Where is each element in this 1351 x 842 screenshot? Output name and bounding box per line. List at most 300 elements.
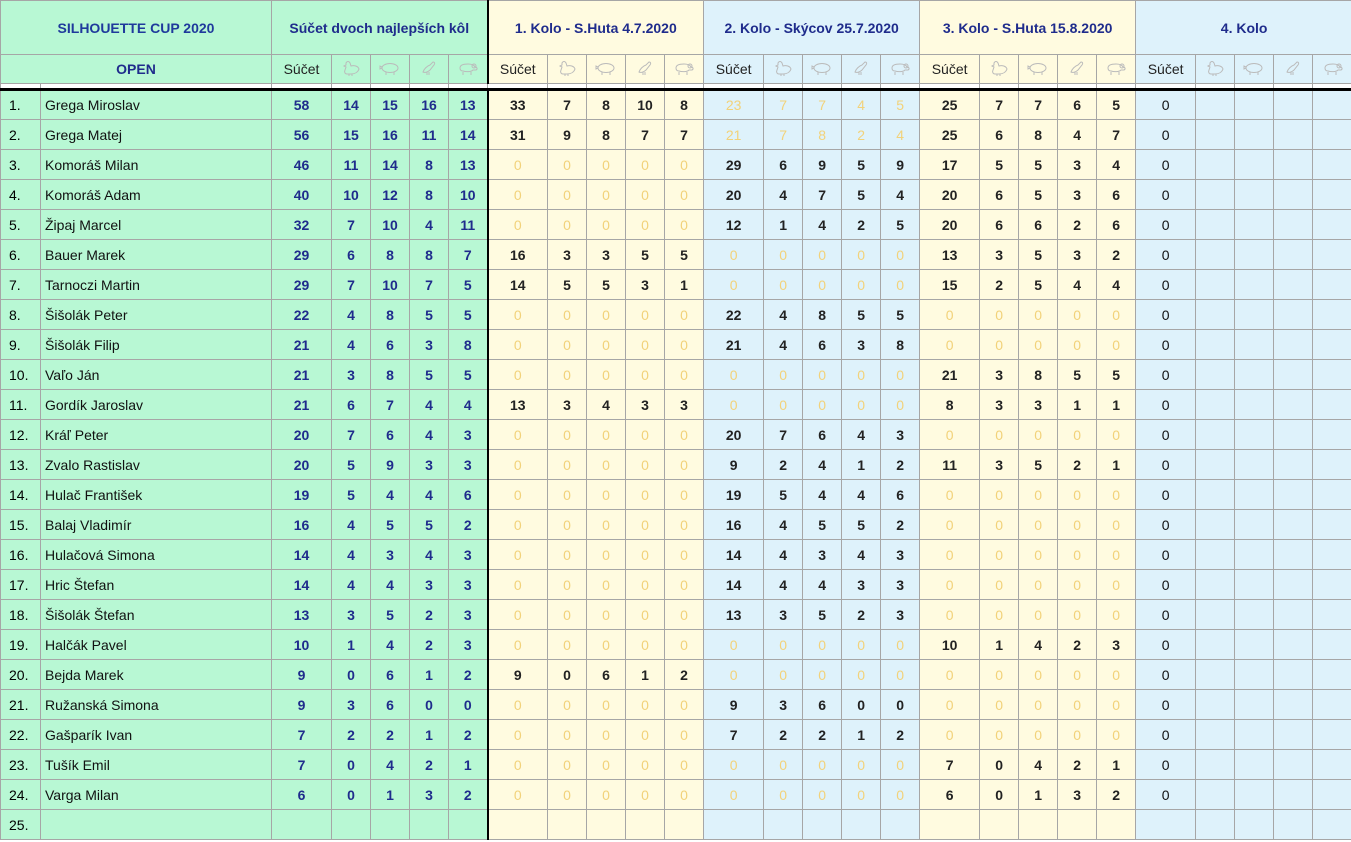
best-score-cell: 5 (332, 450, 371, 480)
round-score-cell: 3 (881, 570, 920, 600)
round-score-cell: 0 (1058, 720, 1097, 750)
best-score-cell: 3 (332, 360, 371, 390)
round-score-cell: 0 (980, 570, 1019, 600)
round-total-cell: 0 (488, 360, 548, 390)
best-score-cell: 7 (332, 270, 371, 300)
round-score-cell: 0 (626, 300, 665, 330)
round-score-cell: 0 (548, 150, 587, 180)
round-score-cell (1274, 660, 1313, 690)
round-total-cell: 0 (1136, 210, 1196, 240)
round-score-cell: 8 (1019, 360, 1058, 390)
round-score-cell: 0 (665, 630, 704, 660)
round-score-cell: 0 (665, 690, 704, 720)
round-total-cell: 0 (704, 390, 764, 420)
round-total-cell: 0 (488, 630, 548, 660)
round-score-cell: 5 (1097, 360, 1136, 390)
round-score-cell: 0 (1097, 660, 1136, 690)
best-score-cell: 4 (332, 540, 371, 570)
round-score-cell: 5 (1019, 150, 1058, 180)
best-score-cell: 5 (449, 270, 488, 300)
competitor-name: Grega Matej (41, 120, 272, 150)
round-total-cell: 11 (920, 450, 980, 480)
rank-cell: 3. (1, 150, 41, 180)
round-score-cell: 0 (764, 240, 803, 270)
table-row (1, 570, 1351, 600)
best-score-cell: 8 (410, 240, 449, 270)
round-score-cell: 4 (1058, 120, 1097, 150)
best-score-cell (332, 810, 371, 840)
round-score-cell: 0 (1058, 600, 1097, 630)
round-total-cell: 20 (920, 210, 980, 240)
round-total-cell: 16 (488, 240, 548, 270)
round-score-cell: 3 (764, 600, 803, 630)
round-total-cell: 0 (1136, 780, 1196, 810)
table-row (1, 480, 1351, 510)
round-score-cell: 0 (626, 480, 665, 510)
round-score-cell: 0 (842, 390, 881, 420)
best-total-cell: 58 (272, 90, 332, 120)
round-score-cell: 7 (764, 420, 803, 450)
round-score-cell: 0 (842, 750, 881, 780)
round-score-cell: 0 (842, 270, 881, 300)
round-total-cell: 0 (1136, 630, 1196, 660)
round-2-header: 2. Kolo - Skýcov 25.7.2020 (704, 1, 920, 55)
round-score-cell: 0 (626, 450, 665, 480)
round-score-cell: 0 (842, 690, 881, 720)
round-score-cell (1274, 450, 1313, 480)
round-score-cell: 0 (1019, 690, 1058, 720)
round-total-cell: 14 (704, 540, 764, 570)
round-score-cell: 0 (881, 780, 920, 810)
round-total-cell: 0 (704, 750, 764, 780)
round-score-cell: 5 (842, 180, 881, 210)
best-score-cell: 13 (449, 150, 488, 180)
round-score-cell: 3 (842, 330, 881, 360)
round-score-cell: 2 (842, 600, 881, 630)
round-score-cell: 0 (665, 750, 704, 780)
best-score-cell: 0 (449, 690, 488, 720)
round-total-cell: 0 (488, 720, 548, 750)
round-score-cell: 0 (980, 690, 1019, 720)
round-score-cell (1274, 300, 1313, 330)
rank-cell: 2. (1, 120, 41, 150)
round-score-cell (1196, 150, 1235, 180)
round-score-cell: 0 (548, 780, 587, 810)
round-score-cell (1235, 810, 1274, 840)
best-score-cell: 2 (410, 750, 449, 780)
round-score-cell: 2 (1097, 780, 1136, 810)
best-score-cell: 2 (410, 630, 449, 660)
round-score-cell: 0 (665, 720, 704, 750)
round-score-cell: 2 (665, 660, 704, 690)
round-total-cell: 15 (920, 270, 980, 300)
best-total-cell: 56 (272, 120, 332, 150)
round-score-cell: 0 (980, 780, 1019, 810)
round-score-cell (1313, 750, 1351, 780)
round-score-cell: 0 (548, 420, 587, 450)
round-total-cell (920, 810, 980, 840)
round-score-cell (1313, 660, 1351, 690)
round-score-cell: 5 (842, 300, 881, 330)
round-score-cell: 0 (548, 600, 587, 630)
round-score-cell: 3 (1058, 780, 1097, 810)
best-score-cell: 4 (449, 390, 488, 420)
round-score-cell: 0 (803, 270, 842, 300)
round-score-cell: 0 (665, 420, 704, 450)
round-score-cell: 1 (1097, 450, 1136, 480)
round-score-cell: 0 (1097, 510, 1136, 540)
round-total-cell: 0 (704, 630, 764, 660)
round-score-cell: 7 (626, 120, 665, 150)
rank-cell: 14. (1, 480, 41, 510)
best-score-cell: 0 (332, 660, 371, 690)
round-score-cell: 0 (1019, 300, 1058, 330)
round-score-cell (1196, 390, 1235, 420)
sum-column-header: Súčet (272, 55, 332, 84)
best-score-cell: 14 (371, 150, 410, 180)
best-score-cell: 3 (332, 600, 371, 630)
ram-icon (881, 55, 920, 84)
round-score-cell: 0 (1019, 660, 1058, 690)
best-score-cell: 4 (332, 300, 371, 330)
round-score-cell: 0 (1097, 570, 1136, 600)
round-score-cell (1274, 240, 1313, 270)
round-score-cell: 2 (1097, 240, 1136, 270)
round-score-cell: 6 (1019, 210, 1058, 240)
round-score-cell: 0 (665, 480, 704, 510)
round-score-cell: 0 (1097, 720, 1136, 750)
best-total-cell: 21 (272, 360, 332, 390)
round-score-cell (1235, 720, 1274, 750)
round-score-cell: 4 (764, 180, 803, 210)
rank-cell: 21. (1, 690, 41, 720)
round-score-cell: 2 (764, 720, 803, 750)
best-score-cell: 10 (449, 180, 488, 210)
round-total-cell: 0 (488, 510, 548, 540)
round-score-cell (1274, 810, 1313, 840)
rank-cell: 22. (1, 720, 41, 750)
round-score-cell (1274, 90, 1313, 120)
round-total-cell: 14 (704, 570, 764, 600)
best-total-cell: 40 (272, 180, 332, 210)
best-total-cell: 6 (272, 780, 332, 810)
table-row (1, 720, 1351, 750)
round-score-cell: 4 (764, 300, 803, 330)
best-total-cell: 19 (272, 480, 332, 510)
round-score-cell: 0 (1019, 540, 1058, 570)
round-score-cell: 2 (764, 450, 803, 480)
round-score-cell: 4 (803, 210, 842, 240)
best-score-cell: 5 (371, 600, 410, 630)
round-total-cell: 0 (1136, 660, 1196, 690)
competitor-name (41, 810, 272, 840)
round-score-cell (1235, 450, 1274, 480)
round-total-cell: 8 (920, 390, 980, 420)
round-score-cell (1274, 480, 1313, 510)
pig-icon (1235, 55, 1274, 84)
round-score-cell: 4 (803, 570, 842, 600)
turkey-icon (1058, 55, 1097, 84)
round-score-cell: 8 (665, 90, 704, 120)
competitor-name: Gašparík Ivan (41, 720, 272, 750)
round-score-cell: 4 (881, 180, 920, 210)
round-total-cell: 22 (704, 300, 764, 330)
round-score-cell: 8 (803, 120, 842, 150)
round-score-cell: 0 (548, 210, 587, 240)
round-score-cell: 1 (842, 450, 881, 480)
best-score-cell: 8 (410, 150, 449, 180)
round-score-cell: 0 (587, 330, 626, 360)
best-score-cell: 8 (371, 240, 410, 270)
round-score-cell: 5 (548, 270, 587, 300)
round-total-cell: 20 (704, 180, 764, 210)
best-score-cell: 4 (332, 570, 371, 600)
round-score-cell: 0 (626, 150, 665, 180)
round-score-cell (1196, 660, 1235, 690)
round-score-cell (1235, 540, 1274, 570)
best-score-cell: 9 (371, 450, 410, 480)
round-score-cell: 0 (1097, 330, 1136, 360)
round-score-cell (1274, 570, 1313, 600)
best-total-cell: 22 (272, 300, 332, 330)
best-score-cell: 13 (449, 90, 488, 120)
cup-title: SILHOUETTE CUP 2020 (1, 1, 272, 55)
round-total-cell: 9 (704, 690, 764, 720)
round-score-cell: 0 (881, 690, 920, 720)
round-total-cell: 0 (1136, 720, 1196, 750)
round-1-header: 1. Kolo - S.Huta 4.7.2020 (488, 1, 704, 55)
best-total-cell: 29 (272, 270, 332, 300)
round-score-cell: 2 (842, 120, 881, 150)
round-score-cell: 5 (803, 600, 842, 630)
round-score-cell: 0 (881, 630, 920, 660)
round-score-cell (1196, 240, 1235, 270)
best-total-cell: 7 (272, 750, 332, 780)
round-score-cell (1313, 630, 1351, 660)
round-score-cell: 7 (764, 90, 803, 120)
round-score-cell (1313, 810, 1351, 840)
round-score-cell (1313, 330, 1351, 360)
best-score-cell: 5 (332, 480, 371, 510)
best-score-cell: 4 (410, 540, 449, 570)
round-score-cell: 8 (881, 330, 920, 360)
round-score-cell: 3 (1097, 630, 1136, 660)
round-total-cell: 14 (488, 270, 548, 300)
best-score-cell: 5 (410, 360, 449, 390)
chicken-icon (332, 55, 371, 84)
round-score-cell: 0 (548, 360, 587, 390)
round-score-cell: 2 (881, 720, 920, 750)
round-score-cell: 4 (764, 570, 803, 600)
round-total-cell: 19 (704, 480, 764, 510)
round-score-cell: 0 (842, 360, 881, 390)
round-score-cell (803, 810, 842, 840)
round-score-cell: 0 (1058, 510, 1097, 540)
round-score-cell: 1 (1097, 750, 1136, 780)
rank-cell: 23. (1, 750, 41, 780)
round-score-cell: 4 (1097, 270, 1136, 300)
round-score-cell: 1 (764, 210, 803, 240)
chicken-icon (764, 55, 803, 84)
best-score-cell: 10 (371, 210, 410, 240)
round-score-cell (1196, 510, 1235, 540)
round-score-cell: 0 (764, 270, 803, 300)
table-row (1, 450, 1351, 480)
competitor-name: Hulačová Simona (41, 540, 272, 570)
round-score-cell: 8 (587, 90, 626, 120)
best-score-cell: 4 (371, 480, 410, 510)
round-score-cell: 0 (980, 750, 1019, 780)
round-score-cell: 0 (665, 540, 704, 570)
round-total-cell: 9 (488, 660, 548, 690)
best-score-cell: 2 (449, 780, 488, 810)
round-score-cell: 0 (1058, 480, 1097, 510)
round-total-cell: 0 (1136, 570, 1196, 600)
round-score-cell: 0 (1058, 690, 1097, 720)
best-total-cell: 32 (272, 210, 332, 240)
round-score-cell: 2 (881, 510, 920, 540)
best-score-cell: 6 (332, 390, 371, 420)
competitor-name: Šišolák Filip (41, 330, 272, 360)
round-score-cell: 0 (587, 150, 626, 180)
round-score-cell: 5 (1019, 450, 1058, 480)
round-total-cell: 0 (488, 750, 548, 780)
best-total-cell: 10 (272, 630, 332, 660)
round-total-cell: 0 (920, 600, 980, 630)
category-label: OPEN (1, 55, 272, 84)
round-total-cell: 31 (488, 120, 548, 150)
round-score-cell: 2 (1058, 450, 1097, 480)
round-score-cell: 0 (803, 660, 842, 690)
round-score-cell: 0 (548, 180, 587, 210)
round-score-cell: 0 (1097, 540, 1136, 570)
round-score-cell (1274, 510, 1313, 540)
round-total-cell: 21 (704, 330, 764, 360)
round-score-cell: 0 (548, 660, 587, 690)
round-total-cell: 21 (704, 120, 764, 150)
rank-cell: 9. (1, 330, 41, 360)
round-score-cell: 4 (764, 330, 803, 360)
round-score-cell: 4 (1097, 150, 1136, 180)
table-row (1, 150, 1351, 180)
round-score-cell (1274, 420, 1313, 450)
round-score-cell (1196, 720, 1235, 750)
round-score-cell: 5 (587, 270, 626, 300)
table-row (1, 540, 1351, 570)
round-score-cell: 3 (980, 390, 1019, 420)
competitor-name: Bauer Marek (41, 240, 272, 270)
round-score-cell: 4 (842, 480, 881, 510)
round-score-cell: 0 (980, 300, 1019, 330)
round-score-cell: 8 (1019, 120, 1058, 150)
round-score-cell: 0 (1097, 480, 1136, 510)
round-score-cell: 3 (881, 420, 920, 450)
best-score-cell: 7 (332, 210, 371, 240)
round-score-cell (1235, 390, 1274, 420)
round-score-cell: 0 (626, 720, 665, 750)
round-score-cell (1235, 630, 1274, 660)
round-score-cell: 8 (587, 120, 626, 150)
round-total-cell: 0 (1136, 300, 1196, 330)
round-score-cell: 5 (1019, 180, 1058, 210)
round-score-cell: 3 (881, 540, 920, 570)
competitor-name: Vaľo Ján (41, 360, 272, 390)
round-total-cell: 21 (920, 360, 980, 390)
best-total-cell: 13 (272, 600, 332, 630)
round-4-header: 4. Kolo (1136, 1, 1351, 55)
round-score-cell (665, 810, 704, 840)
round-total-cell: 0 (488, 420, 548, 450)
best-score-cell: 2 (410, 600, 449, 630)
round-score-cell: 2 (1058, 630, 1097, 660)
round-score-cell: 3 (665, 390, 704, 420)
best-score-cell: 4 (332, 330, 371, 360)
round-total-cell: 0 (920, 720, 980, 750)
round-total-cell: 0 (1136, 90, 1196, 120)
round-total-cell: 0 (920, 690, 980, 720)
best-total-cell: 29 (272, 240, 332, 270)
round-total-cell: 0 (920, 510, 980, 540)
round-score-cell: 6 (803, 330, 842, 360)
turkey-icon (1274, 55, 1313, 84)
round-total-cell: 0 (704, 240, 764, 270)
round-total-cell: 0 (488, 150, 548, 180)
round-score-cell (1235, 600, 1274, 630)
round-total-cell: 29 (704, 150, 764, 180)
best-total-cell: 20 (272, 420, 332, 450)
best-score-cell: 6 (371, 420, 410, 450)
best-score-cell: 4 (410, 210, 449, 240)
round-total-cell: 7 (704, 720, 764, 750)
rank-cell: 25. (1, 810, 41, 840)
round-total-cell: 0 (488, 480, 548, 510)
round-score-cell: 2 (842, 210, 881, 240)
table-row (1, 810, 1351, 840)
round-score-cell: 6 (803, 690, 842, 720)
round-score-cell: 9 (548, 120, 587, 150)
round-score-cell: 2 (980, 270, 1019, 300)
round-score-cell: 0 (548, 630, 587, 660)
best-score-cell: 3 (449, 600, 488, 630)
round-score-cell: 0 (587, 600, 626, 630)
round-total-cell: 0 (920, 570, 980, 600)
round-score-cell (1274, 360, 1313, 390)
round-score-cell: 0 (587, 570, 626, 600)
competitor-name: Varga Milan (41, 780, 272, 810)
round-score-cell: 0 (1019, 600, 1058, 630)
table-row (1, 600, 1351, 630)
round-score-cell: 0 (1097, 690, 1136, 720)
round-score-cell: 0 (803, 360, 842, 390)
rank-cell: 10. (1, 360, 41, 390)
round-score-cell: 0 (548, 450, 587, 480)
best-score-cell: 7 (332, 420, 371, 450)
best-score-cell: 3 (410, 780, 449, 810)
round-score-cell: 0 (626, 210, 665, 240)
chicken-icon (980, 55, 1019, 84)
rank-cell: 16. (1, 540, 41, 570)
chicken-icon (548, 55, 587, 84)
round-total-cell: 0 (488, 780, 548, 810)
best-score-cell: 7 (371, 390, 410, 420)
pig-icon (371, 55, 410, 84)
best-score-cell: 2 (449, 720, 488, 750)
round-total-cell: 0 (1136, 450, 1196, 480)
round-score-cell (1274, 720, 1313, 750)
round-score-cell: 9 (881, 150, 920, 180)
round-score-cell (1196, 330, 1235, 360)
round-score-cell (1313, 570, 1351, 600)
